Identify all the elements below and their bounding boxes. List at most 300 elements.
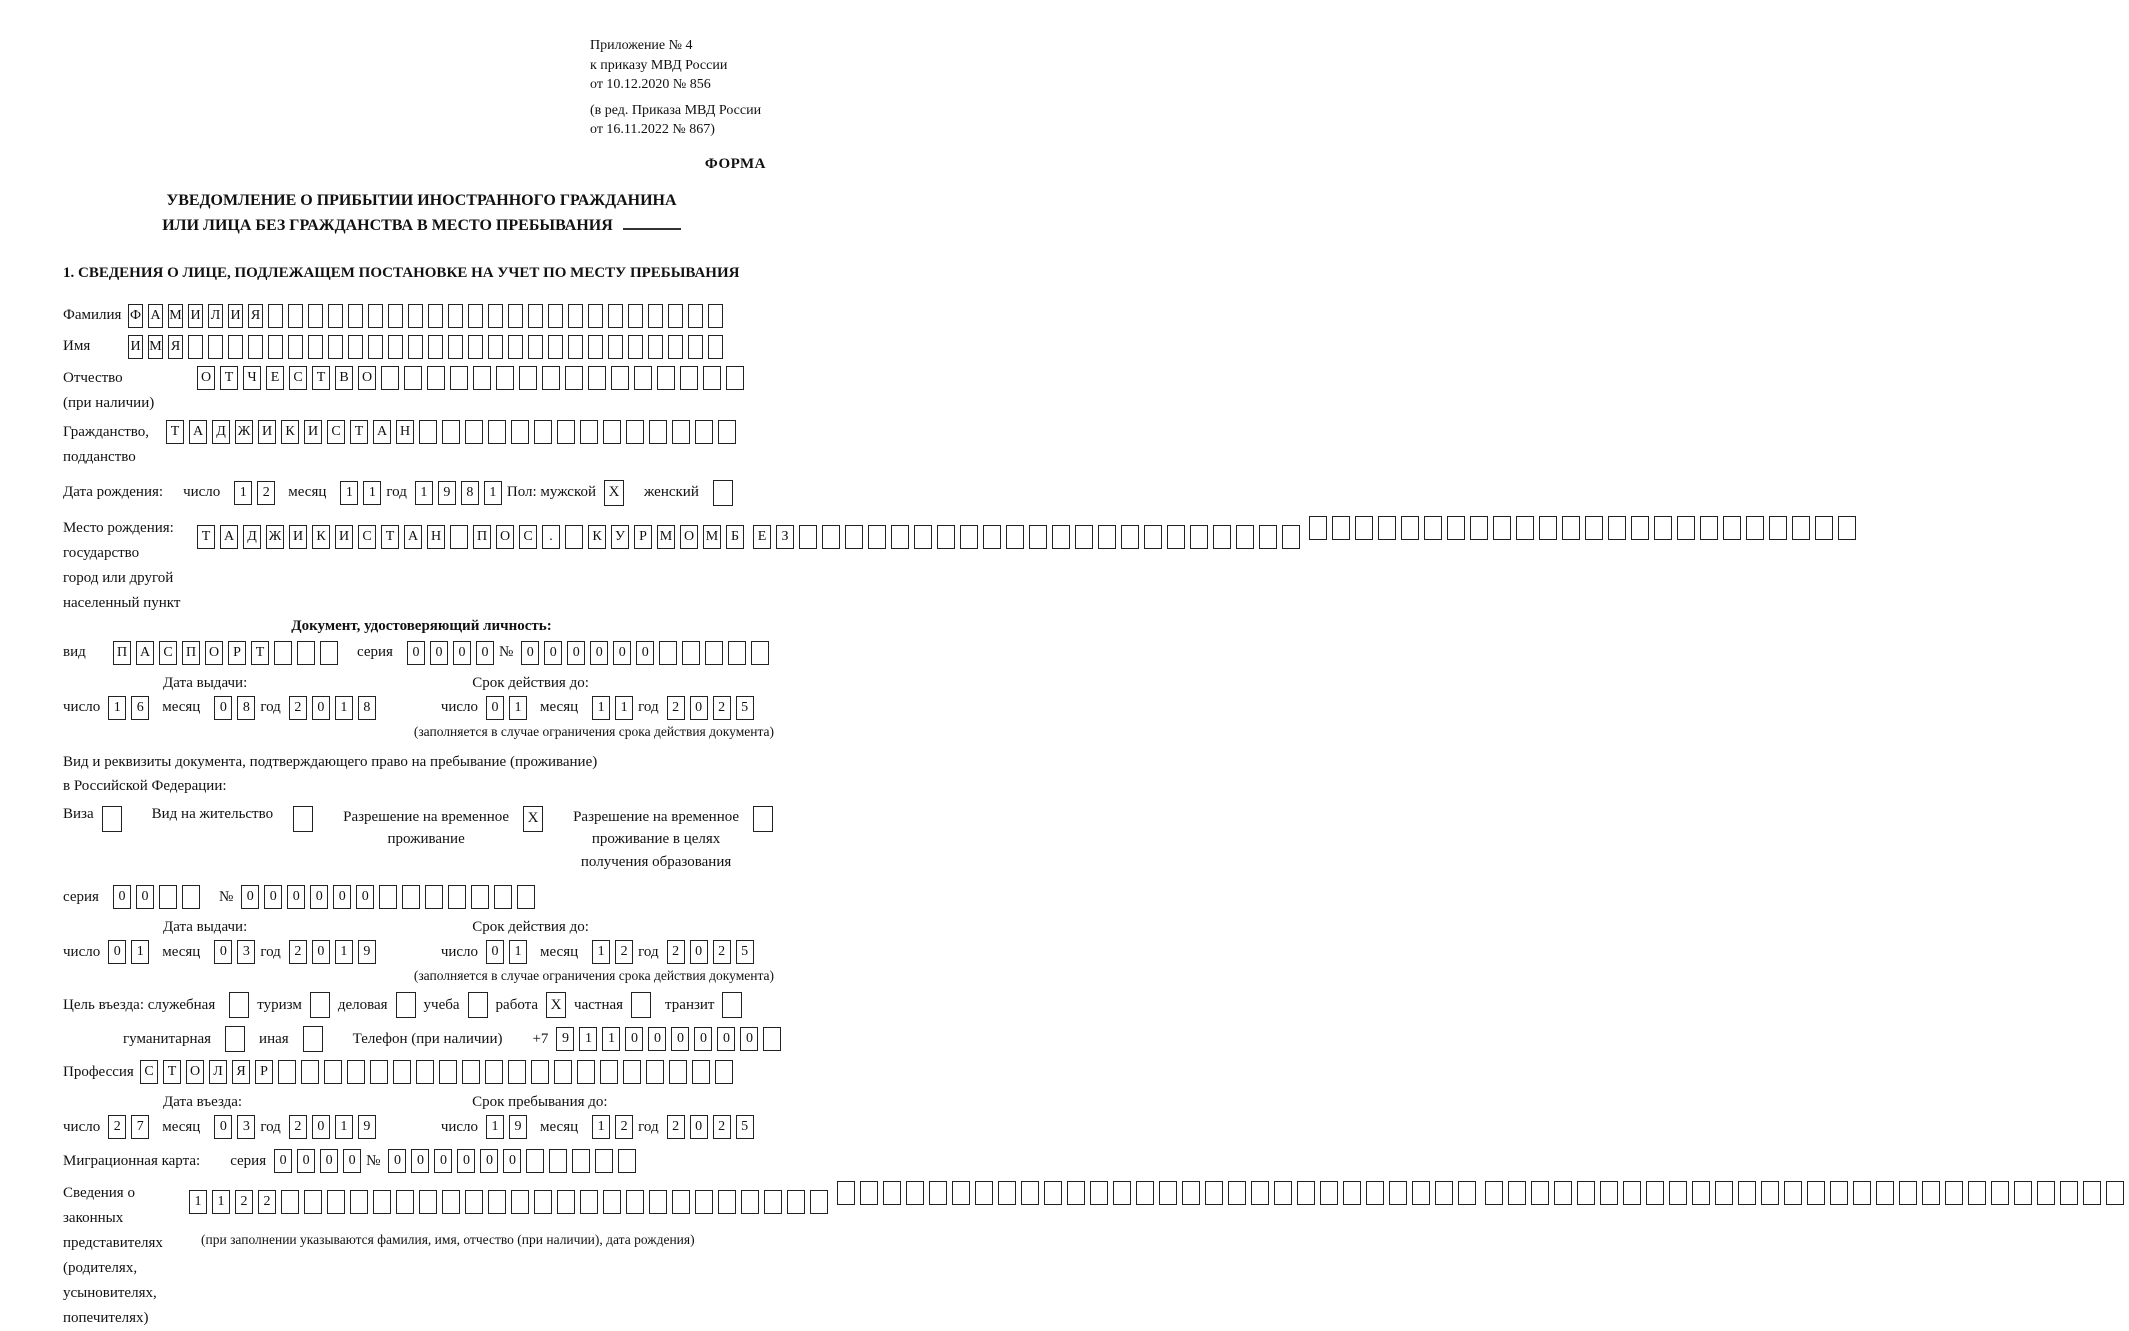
- char-cell[interactable]: [1366, 1181, 1384, 1205]
- char-cell[interactable]: [404, 366, 422, 390]
- char-cell[interactable]: [611, 366, 629, 390]
- char-cell[interactable]: [668, 304, 683, 328]
- char-cell[interactable]: О: [496, 525, 514, 549]
- char-cell[interactable]: [1769, 516, 1787, 540]
- char-cell[interactable]: [1075, 525, 1093, 549]
- char-cell[interactable]: [914, 525, 932, 549]
- char-cell[interactable]: [672, 1190, 690, 1214]
- char-cell[interactable]: [494, 885, 512, 909]
- char-cell[interactable]: У: [611, 525, 629, 549]
- char-cell[interactable]: [468, 304, 483, 328]
- char-cell[interactable]: [393, 1060, 411, 1084]
- purpose-work-checkbox[interactable]: X: [546, 992, 566, 1018]
- char-cell[interactable]: З: [776, 525, 794, 549]
- char-cell[interactable]: [1585, 516, 1603, 540]
- char-cell[interactable]: .: [542, 525, 560, 549]
- char-cell[interactable]: 2: [258, 1190, 276, 1214]
- char-cell[interactable]: Т: [166, 420, 184, 444]
- char-cell[interactable]: 0: [476, 641, 494, 665]
- char-cell[interactable]: [572, 1149, 590, 1173]
- char-cell[interactable]: 5: [736, 696, 754, 720]
- char-cell[interactable]: 0: [567, 641, 585, 665]
- char-cell[interactable]: К: [281, 420, 299, 444]
- char-cell[interactable]: [408, 335, 423, 359]
- char-cell[interactable]: А: [220, 525, 238, 549]
- purpose-study-checkbox[interactable]: [468, 992, 488, 1018]
- char-cell[interactable]: [688, 335, 703, 359]
- char-cell[interactable]: [822, 525, 840, 549]
- char-cell[interactable]: [1792, 516, 1810, 540]
- char-cell[interactable]: [726, 366, 744, 390]
- char-cell[interactable]: [402, 885, 420, 909]
- char-cell[interactable]: 0: [690, 1115, 708, 1139]
- char-cell[interactable]: Ж: [235, 420, 253, 444]
- char-cell[interactable]: [1424, 516, 1442, 540]
- char-cell[interactable]: 2: [289, 940, 307, 964]
- char-cell[interactable]: 0: [430, 641, 448, 665]
- char-cell[interactable]: 0: [333, 885, 351, 909]
- char-cell[interactable]: [1723, 516, 1741, 540]
- char-cell[interactable]: [603, 1190, 621, 1214]
- char-cell[interactable]: [588, 335, 603, 359]
- char-cell[interactable]: 0: [214, 940, 232, 964]
- char-cell[interactable]: 0: [434, 1149, 452, 1173]
- char-cell[interactable]: [1485, 1181, 1503, 1205]
- char-cell[interactable]: 0: [521, 641, 539, 665]
- char-cell[interactable]: 0: [486, 940, 504, 964]
- char-cell[interactable]: 1: [509, 940, 527, 964]
- char-cell[interactable]: [517, 885, 535, 909]
- char-cell[interactable]: 2: [108, 1115, 126, 1139]
- char-cell[interactable]: О: [186, 1060, 204, 1084]
- char-cell[interactable]: [718, 420, 736, 444]
- char-cell[interactable]: [718, 1190, 736, 1214]
- char-cell[interactable]: 2: [713, 696, 731, 720]
- purpose-transit-checkbox[interactable]: [722, 992, 742, 1018]
- char-cell[interactable]: [1320, 1181, 1338, 1205]
- char-cell[interactable]: [450, 366, 468, 390]
- char-cell[interactable]: [1876, 1181, 1894, 1205]
- char-cell[interactable]: Т: [312, 366, 330, 390]
- char-cell[interactable]: [960, 525, 978, 549]
- char-cell[interactable]: [580, 1190, 598, 1214]
- char-cell[interactable]: [1282, 525, 1300, 549]
- char-cell[interactable]: 2: [289, 696, 307, 720]
- char-cell[interactable]: П: [182, 641, 200, 665]
- purpose-other-checkbox[interactable]: [303, 1026, 323, 1052]
- char-cell[interactable]: [682, 641, 700, 665]
- char-cell[interactable]: [1677, 516, 1695, 540]
- char-cell[interactable]: А: [136, 641, 154, 665]
- char-cell[interactable]: С: [358, 525, 376, 549]
- char-cell[interactable]: К: [312, 525, 330, 549]
- char-cell[interactable]: [708, 335, 723, 359]
- char-cell[interactable]: И: [228, 304, 243, 328]
- char-cell[interactable]: [1600, 1181, 1618, 1205]
- char-cell[interactable]: [628, 335, 643, 359]
- char-cell[interactable]: [1309, 516, 1327, 540]
- char-cell[interactable]: [568, 335, 583, 359]
- char-cell[interactable]: [1435, 1181, 1453, 1205]
- char-cell[interactable]: [301, 1060, 319, 1084]
- char-cell[interactable]: [348, 335, 363, 359]
- char-cell[interactable]: 9: [358, 940, 376, 964]
- char-cell[interactable]: [680, 366, 698, 390]
- char-cell[interactable]: [419, 420, 437, 444]
- char-cell[interactable]: [408, 304, 423, 328]
- char-cell[interactable]: [450, 525, 468, 549]
- char-cell[interactable]: [2060, 1181, 2078, 1205]
- char-cell[interactable]: [1236, 525, 1254, 549]
- char-cell[interactable]: [1378, 516, 1396, 540]
- char-cell[interactable]: [860, 1181, 878, 1205]
- char-cell[interactable]: [519, 366, 537, 390]
- char-cell[interactable]: 2: [615, 940, 633, 964]
- char-cell[interactable]: 1: [340, 481, 358, 505]
- char-cell[interactable]: 0: [214, 1115, 232, 1139]
- char-cell[interactable]: Р: [255, 1060, 273, 1084]
- char-cell[interactable]: [1968, 1181, 1986, 1205]
- char-cell[interactable]: 9: [358, 1115, 376, 1139]
- char-cell[interactable]: С: [140, 1060, 158, 1084]
- char-cell[interactable]: 0: [671, 1027, 689, 1051]
- char-cell[interactable]: [274, 641, 292, 665]
- char-cell[interactable]: 8: [237, 696, 255, 720]
- char-cell[interactable]: 2: [257, 481, 275, 505]
- char-cell[interactable]: [577, 1060, 595, 1084]
- char-cell[interactable]: [473, 366, 491, 390]
- char-cell[interactable]: Ж: [266, 525, 284, 549]
- char-cell[interactable]: [1807, 1181, 1825, 1205]
- char-cell[interactable]: [763, 1027, 781, 1051]
- char-cell[interactable]: [1577, 1181, 1595, 1205]
- char-cell[interactable]: 0: [480, 1149, 498, 1173]
- char-cell[interactable]: [442, 420, 460, 444]
- purpose-private-checkbox[interactable]: [631, 992, 651, 1018]
- char-cell[interactable]: [648, 335, 663, 359]
- char-cell[interactable]: [634, 366, 652, 390]
- char-cell[interactable]: О: [680, 525, 698, 549]
- char-cell[interactable]: 1: [592, 940, 610, 964]
- char-cell[interactable]: 3: [237, 940, 255, 964]
- char-cell[interactable]: [485, 1060, 503, 1084]
- char-cell[interactable]: [268, 304, 283, 328]
- char-cell[interactable]: О: [358, 366, 376, 390]
- char-cell[interactable]: [188, 335, 203, 359]
- char-cell[interactable]: 7: [131, 1115, 149, 1139]
- char-cell[interactable]: [511, 420, 529, 444]
- char-cell[interactable]: [1343, 1181, 1361, 1205]
- char-cell[interactable]: 0: [312, 940, 330, 964]
- char-cell[interactable]: 0: [625, 1027, 643, 1051]
- purpose-tourism-checkbox[interactable]: [310, 992, 330, 1018]
- char-cell[interactable]: И: [304, 420, 322, 444]
- char-cell[interactable]: [975, 1181, 993, 1205]
- char-cell[interactable]: [868, 525, 886, 549]
- char-cell[interactable]: [1991, 1181, 2009, 1205]
- char-cell[interactable]: В: [335, 366, 353, 390]
- char-cell[interactable]: М: [657, 525, 675, 549]
- char-cell[interactable]: [588, 304, 603, 328]
- char-cell[interactable]: 1: [615, 696, 633, 720]
- char-cell[interactable]: Я: [232, 1060, 250, 1084]
- char-cell[interactable]: 0: [108, 940, 126, 964]
- char-cell[interactable]: [1355, 516, 1373, 540]
- char-cell[interactable]: [1401, 516, 1419, 540]
- char-cell[interactable]: [368, 335, 383, 359]
- char-cell[interactable]: [228, 335, 243, 359]
- char-cell[interactable]: Б: [726, 525, 744, 549]
- char-cell[interactable]: 1: [335, 940, 353, 964]
- char-cell[interactable]: 0: [113, 885, 131, 909]
- char-cell[interactable]: [568, 304, 583, 328]
- char-cell[interactable]: 2: [667, 696, 685, 720]
- char-cell[interactable]: [278, 1060, 296, 1084]
- char-cell[interactable]: Н: [427, 525, 445, 549]
- char-cell[interactable]: [1761, 1181, 1779, 1205]
- char-cell[interactable]: [2014, 1181, 2032, 1205]
- char-cell[interactable]: 2: [713, 940, 731, 964]
- char-cell[interactable]: [1554, 1181, 1572, 1205]
- char-cell[interactable]: [542, 366, 560, 390]
- char-cell[interactable]: [465, 420, 483, 444]
- char-cell[interactable]: [728, 641, 746, 665]
- char-cell[interactable]: 2: [235, 1190, 253, 1214]
- char-cell[interactable]: 0: [136, 885, 154, 909]
- purpose-humanitarian-checkbox[interactable]: [225, 1026, 245, 1052]
- char-cell[interactable]: 2: [615, 1115, 633, 1139]
- char-cell[interactable]: 0: [453, 641, 471, 665]
- char-cell[interactable]: 2: [667, 1115, 685, 1139]
- char-cell[interactable]: [508, 335, 523, 359]
- char-cell[interactable]: [304, 1190, 322, 1214]
- char-cell[interactable]: [1493, 516, 1511, 540]
- char-cell[interactable]: [1646, 1181, 1664, 1205]
- char-cell[interactable]: [618, 1149, 636, 1173]
- char-cell[interactable]: [1067, 1181, 1085, 1205]
- char-cell[interactable]: [1274, 1181, 1292, 1205]
- char-cell[interactable]: И: [188, 304, 203, 328]
- char-cell[interactable]: [649, 420, 667, 444]
- char-cell[interactable]: [2083, 1181, 2101, 1205]
- char-cell[interactable]: [787, 1190, 805, 1214]
- char-cell[interactable]: 8: [358, 696, 376, 720]
- char-cell[interactable]: [983, 525, 1001, 549]
- char-cell[interactable]: [288, 304, 303, 328]
- char-cell[interactable]: [448, 335, 463, 359]
- char-cell[interactable]: 8: [461, 481, 479, 505]
- char-cell[interactable]: [388, 304, 403, 328]
- char-cell[interactable]: [448, 304, 463, 328]
- char-cell[interactable]: [528, 304, 543, 328]
- char-cell[interactable]: А: [148, 304, 163, 328]
- purpose-official-checkbox[interactable]: [229, 992, 249, 1018]
- char-cell[interactable]: [549, 1149, 567, 1173]
- char-cell[interactable]: 0: [407, 641, 425, 665]
- char-cell[interactable]: [526, 1149, 544, 1173]
- char-cell[interactable]: [1044, 1181, 1062, 1205]
- char-cell[interactable]: [1332, 516, 1350, 540]
- char-cell[interactable]: 0: [274, 1149, 292, 1173]
- char-cell[interactable]: О: [197, 366, 215, 390]
- char-cell[interactable]: И: [128, 335, 143, 359]
- char-cell[interactable]: [511, 1190, 529, 1214]
- char-cell[interactable]: [328, 335, 343, 359]
- char-cell[interactable]: [1815, 516, 1833, 540]
- char-cell[interactable]: [416, 1060, 434, 1084]
- char-cell[interactable]: [347, 1060, 365, 1084]
- char-cell[interactable]: [1784, 1181, 1802, 1205]
- char-cell[interactable]: 0: [740, 1027, 758, 1051]
- char-cell[interactable]: [649, 1190, 667, 1214]
- char-cell[interactable]: [534, 420, 552, 444]
- char-cell[interactable]: [1447, 516, 1465, 540]
- char-cell[interactable]: [1213, 525, 1231, 549]
- char-cell[interactable]: Л: [208, 304, 223, 328]
- char-cell[interactable]: [1631, 516, 1649, 540]
- char-cell[interactable]: [1113, 1181, 1131, 1205]
- char-cell[interactable]: [1470, 516, 1488, 540]
- char-cell[interactable]: [350, 1190, 368, 1214]
- char-cell[interactable]: [1669, 1181, 1687, 1205]
- char-cell[interactable]: [488, 420, 506, 444]
- char-cell[interactable]: Д: [243, 525, 261, 549]
- char-cell[interactable]: [1144, 525, 1162, 549]
- char-cell[interactable]: [425, 885, 443, 909]
- char-cell[interactable]: [1562, 516, 1580, 540]
- char-cell[interactable]: 0: [264, 885, 282, 909]
- char-cell[interactable]: [764, 1190, 782, 1214]
- char-cell[interactable]: 9: [509, 1115, 527, 1139]
- char-cell[interactable]: [320, 641, 338, 665]
- char-cell[interactable]: 0: [343, 1149, 361, 1173]
- char-cell[interactable]: 1: [363, 481, 381, 505]
- char-cell[interactable]: [370, 1060, 388, 1084]
- visa-checkbox[interactable]: [102, 806, 122, 832]
- char-cell[interactable]: [531, 1060, 549, 1084]
- char-cell[interactable]: [1539, 516, 1557, 540]
- char-cell[interactable]: [439, 1060, 457, 1084]
- char-cell[interactable]: [297, 641, 315, 665]
- char-cell[interactable]: 0: [312, 696, 330, 720]
- char-cell[interactable]: [608, 335, 623, 359]
- char-cell[interactable]: 0: [694, 1027, 712, 1051]
- char-cell[interactable]: [1412, 1181, 1430, 1205]
- char-cell[interactable]: [1021, 1181, 1039, 1205]
- char-cell[interactable]: [419, 1190, 437, 1214]
- char-cell[interactable]: [508, 1060, 526, 1084]
- residence-permit-checkbox[interactable]: [293, 806, 313, 832]
- char-cell[interactable]: 0: [310, 885, 328, 909]
- char-cell[interactable]: [368, 304, 383, 328]
- char-cell[interactable]: 1: [592, 1115, 610, 1139]
- char-cell[interactable]: [1205, 1181, 1223, 1205]
- char-cell[interactable]: [182, 885, 200, 909]
- char-cell[interactable]: [659, 641, 677, 665]
- char-cell[interactable]: [1922, 1181, 1940, 1205]
- char-cell[interactable]: [906, 1181, 924, 1205]
- char-cell[interactable]: 0: [312, 1115, 330, 1139]
- char-cell[interactable]: [588, 366, 606, 390]
- char-cell[interactable]: [1853, 1181, 1871, 1205]
- char-cell[interactable]: Я: [168, 335, 183, 359]
- char-cell[interactable]: [268, 335, 283, 359]
- char-cell[interactable]: [1259, 525, 1277, 549]
- char-cell[interactable]: 1: [486, 1115, 504, 1139]
- char-cell[interactable]: [208, 335, 223, 359]
- char-cell[interactable]: [548, 335, 563, 359]
- char-cell[interactable]: [508, 304, 523, 328]
- char-cell[interactable]: [845, 525, 863, 549]
- char-cell[interactable]: [1029, 525, 1047, 549]
- char-cell[interactable]: [657, 366, 675, 390]
- char-cell[interactable]: [937, 525, 955, 549]
- char-cell[interactable]: 2: [289, 1115, 307, 1139]
- char-cell[interactable]: [159, 885, 177, 909]
- char-cell[interactable]: С: [289, 366, 307, 390]
- char-cell[interactable]: Л: [209, 1060, 227, 1084]
- char-cell[interactable]: [557, 420, 575, 444]
- char-cell[interactable]: [427, 366, 445, 390]
- char-cell[interactable]: [2106, 1181, 2124, 1205]
- char-cell[interactable]: 0: [544, 641, 562, 665]
- char-cell[interactable]: [465, 1190, 483, 1214]
- char-cell[interactable]: И: [289, 525, 307, 549]
- purpose-business-checkbox[interactable]: [396, 992, 416, 1018]
- char-cell[interactable]: 1: [131, 940, 149, 964]
- char-cell[interactable]: [428, 304, 443, 328]
- char-cell[interactable]: [1159, 1181, 1177, 1205]
- char-cell[interactable]: [288, 335, 303, 359]
- char-cell[interactable]: [1121, 525, 1139, 549]
- char-cell[interactable]: [688, 304, 703, 328]
- char-cell[interactable]: [1654, 516, 1672, 540]
- char-cell[interactable]: Е: [266, 366, 284, 390]
- char-cell[interactable]: [381, 366, 399, 390]
- char-cell[interactable]: [488, 335, 503, 359]
- char-cell[interactable]: 9: [556, 1027, 574, 1051]
- char-cell[interactable]: [715, 1060, 733, 1084]
- char-cell[interactable]: [595, 1149, 613, 1173]
- char-cell[interactable]: [448, 885, 466, 909]
- char-cell[interactable]: И: [258, 420, 276, 444]
- char-cell[interactable]: [528, 335, 543, 359]
- char-cell[interactable]: С: [519, 525, 537, 549]
- char-cell[interactable]: [462, 1060, 480, 1084]
- char-cell[interactable]: [281, 1190, 299, 1214]
- char-cell[interactable]: [2037, 1181, 2055, 1205]
- char-cell[interactable]: И: [335, 525, 353, 549]
- char-cell[interactable]: [646, 1060, 664, 1084]
- char-cell[interactable]: [488, 1190, 506, 1214]
- char-cell[interactable]: [534, 1190, 552, 1214]
- char-cell[interactable]: 0: [287, 885, 305, 909]
- char-cell[interactable]: Т: [163, 1060, 181, 1084]
- char-cell[interactable]: [708, 304, 723, 328]
- char-cell[interactable]: [1228, 1181, 1246, 1205]
- char-cell[interactable]: [626, 1190, 644, 1214]
- char-cell[interactable]: 5: [736, 940, 754, 964]
- char-cell[interactable]: [1531, 1181, 1549, 1205]
- char-cell[interactable]: 0: [690, 940, 708, 964]
- char-cell[interactable]: [623, 1060, 641, 1084]
- char-cell[interactable]: [1945, 1181, 1963, 1205]
- char-cell[interactable]: [891, 525, 909, 549]
- char-cell[interactable]: 0: [241, 885, 259, 909]
- char-cell[interactable]: 0: [388, 1149, 406, 1173]
- char-cell[interactable]: [603, 420, 621, 444]
- char-cell[interactable]: [1700, 516, 1718, 540]
